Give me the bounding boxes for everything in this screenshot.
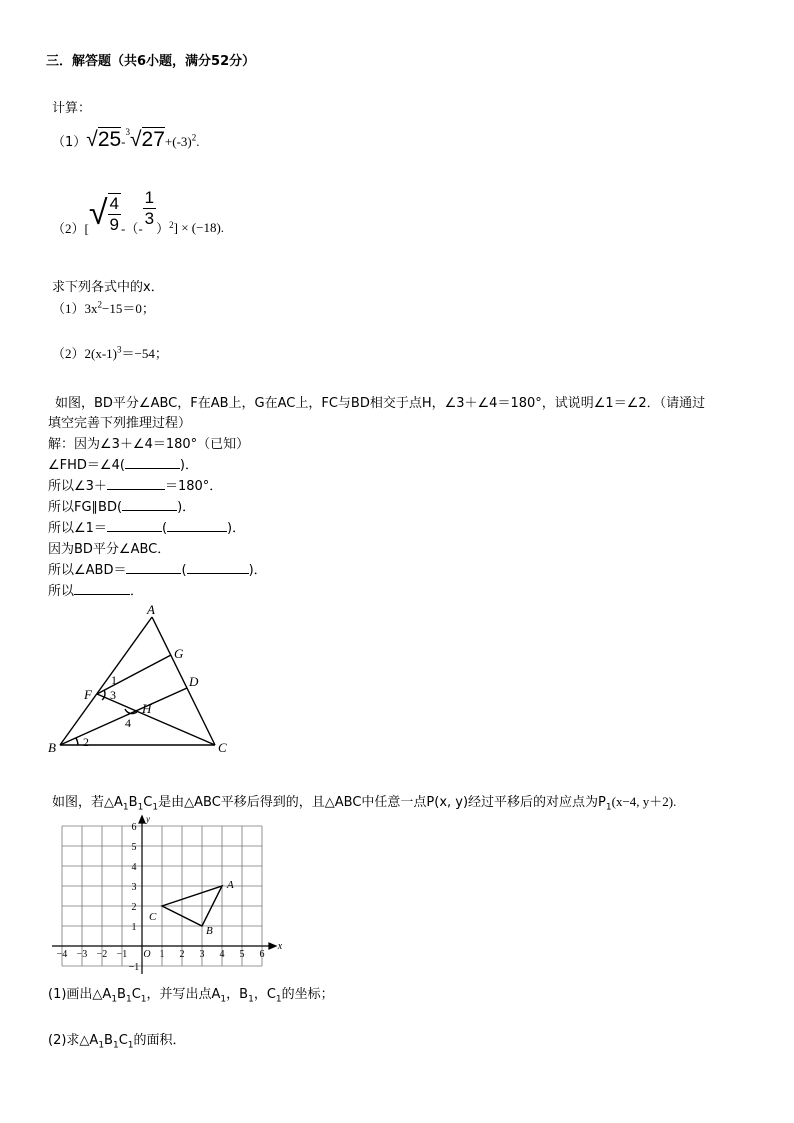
q4-line1-d: 是由△ABC平移后得到的，且△ABC中任意一点P(x, y)经过平移后的对应点为P xyxy=(158,795,606,810)
q3-line9-a: 所以∠ABD＝ xyxy=(48,563,127,578)
cbrt-symbol-icon: √ xyxy=(130,128,142,151)
y-tick-label: −1 xyxy=(128,962,140,973)
q4-sub: 1 xyxy=(122,802,129,813)
q2-part1 xyxy=(52,298,155,317)
label-angle-1: 1 xyxy=(111,673,117,687)
q3-line9-c: )． xyxy=(248,563,267,578)
q3-line6-b: )． xyxy=(177,500,196,515)
y-tick-label: 1 xyxy=(131,922,137,933)
q1-part2 xyxy=(52,190,224,250)
q1-part1-tail-exp: 2 xyxy=(191,132,197,143)
x-axis-arrow-icon xyxy=(269,943,276,949)
label-angle-3: 3 xyxy=(110,688,116,702)
q4-sub: 1 xyxy=(112,1040,119,1051)
x-tick-label: 2 xyxy=(179,949,185,960)
q3-triangle-figure xyxy=(40,600,240,760)
q3-line4-a: ∠FHD＝∠4( xyxy=(48,458,125,473)
q3-line6-a: 所以FG∥BD( xyxy=(48,500,123,515)
x-tick-label: 3 xyxy=(199,949,205,960)
q1-sqrt-arg: 25 xyxy=(97,128,122,151)
q4-line1-c: C xyxy=(143,795,153,810)
label-angle-2: 2 xyxy=(83,735,89,749)
y-axis-arrow-icon xyxy=(139,816,145,823)
x-tick-label: −1 xyxy=(116,949,128,960)
q3-line10 xyxy=(48,580,143,599)
q4-part2-a: (2)求△A xyxy=(48,1033,99,1048)
q1-part2-end: ] × (−18). xyxy=(173,219,225,235)
q2-part2-exp: 3 xyxy=(117,344,122,355)
q1-cbrt-index: 3 xyxy=(125,126,131,137)
label-G: G xyxy=(174,646,184,661)
answer-blank[interactable] xyxy=(122,498,177,511)
q4-part1-e: ，B xyxy=(226,987,249,1002)
q4-sub: 1 xyxy=(152,802,159,813)
sqrt-symbol-icon: √ xyxy=(88,194,108,232)
q1-frac1 xyxy=(108,193,121,235)
section-header: 三．解答题（共6小题，满分52分） xyxy=(46,54,256,69)
tick-labels xyxy=(57,814,283,973)
answer-blank[interactable] xyxy=(107,477,165,490)
q4-part2-b: B xyxy=(104,1033,113,1048)
q2-part1-b: −15＝0； xyxy=(102,301,155,316)
label-F: F xyxy=(84,687,92,702)
q3-line7-b: ( xyxy=(161,521,168,536)
q2-part1-exp: 2 xyxy=(97,299,103,310)
q1-intro: 计算： xyxy=(52,101,92,116)
q4-sub: 1 xyxy=(98,1040,105,1051)
q1-part2-tail-exp: 2 xyxy=(169,219,174,230)
q2-part2 xyxy=(52,343,168,362)
grid-lines xyxy=(62,826,262,966)
q3-line3: 解：因为∠3＋∠4＝180°（已知） xyxy=(48,437,250,452)
q4-sub: 1 xyxy=(248,994,254,1005)
label-D: D xyxy=(189,674,199,689)
q3-line9 xyxy=(48,559,267,578)
q1-part1-end: . xyxy=(196,134,200,149)
q2-part2-b: ＝−54； xyxy=(121,346,168,361)
x-tick-label: 6 xyxy=(259,949,265,960)
x-tick-label: 4 xyxy=(219,949,225,960)
q1-frac1-num: 4 xyxy=(109,193,119,213)
answer-blank[interactable] xyxy=(74,582,130,595)
q4-line1-e: (x−4, y＋2). xyxy=(611,794,677,809)
q3-line5-a: 所以∠3＋ xyxy=(48,479,107,494)
q1-part1-label: （1） xyxy=(52,135,87,150)
q1-part2-tail: ） xyxy=(156,221,170,236)
point-B-label: B xyxy=(206,925,213,937)
label-A: A xyxy=(147,602,155,617)
q1-cbrt-arg: 27 xyxy=(141,128,165,151)
y-tick-label: 5 xyxy=(131,842,137,853)
label-B: B xyxy=(48,740,56,755)
q4-part1 xyxy=(48,983,334,1005)
q1-minus: - xyxy=(121,134,126,149)
line-AC xyxy=(152,617,215,745)
q3-line5 xyxy=(48,475,222,494)
q4-sub: 1 xyxy=(605,802,612,813)
q4-sub: 1 xyxy=(140,994,147,1005)
q3-line7 xyxy=(48,517,245,536)
q3-line7-c: )． xyxy=(227,521,246,536)
q4-line1-b: B xyxy=(128,795,138,810)
q3-line2: 填空完善下列推理过程） xyxy=(48,416,192,431)
q4-sub: 1 xyxy=(111,994,118,1005)
origin-label: O xyxy=(143,949,151,960)
q1-frac1-den: 9 xyxy=(109,214,119,234)
q4-sub: 1 xyxy=(125,994,132,1005)
line-FG xyxy=(97,655,171,694)
point-C-label: C xyxy=(149,911,157,923)
q3-line7-a: 所以∠1＝ xyxy=(48,521,107,536)
q4-part2-d: 的面积． xyxy=(133,1033,186,1048)
q4-line1-a: 如图，若△A xyxy=(52,795,123,810)
q3-line8: 因为BD平分∠ABC． xyxy=(48,542,171,557)
q4-part1-a: (1)画出△A xyxy=(48,987,112,1002)
q3-line6 xyxy=(48,496,195,515)
label-C: C xyxy=(218,740,227,755)
answer-blank[interactable] xyxy=(126,561,181,574)
q1-part2-mid: -（- xyxy=(120,221,143,236)
q1-part1 xyxy=(52,128,199,158)
y-tick-label: 4 xyxy=(131,862,137,873)
q2-part1-a: （1）3x xyxy=(52,301,98,316)
line-BD xyxy=(60,688,187,745)
q1-frac2-num: 1 xyxy=(144,188,155,207)
sqrt-symbol-icon: √ xyxy=(86,128,98,151)
q4-part1-c: C xyxy=(131,987,141,1002)
q1-part1-tail: +(-3) xyxy=(164,134,192,149)
q3-line4 xyxy=(48,454,198,473)
q3-line10-b: ． xyxy=(130,584,144,599)
y-tick-label: 2 xyxy=(131,902,137,913)
q4-part1-g: 的坐标； xyxy=(281,987,334,1002)
x-tick-label: −4 xyxy=(56,949,68,960)
q2-part2-a: （2）2(x-1) xyxy=(52,346,117,361)
q3-line10-a: 所以 xyxy=(48,584,75,599)
y-tick-label: 3 xyxy=(131,882,137,893)
q2-intro: 求下列各式中的x． xyxy=(52,280,164,295)
q4-part2-c: C xyxy=(118,1033,128,1048)
point-A-label: A xyxy=(227,879,234,891)
q4-sub: 1 xyxy=(275,994,282,1005)
q3-line1: 如图，BD平分∠ABC，F在AB上，G在AC上，FC与BD相交于点H，∠3＋∠4＝180°，试说明∠1＝∠2．（请通过 xyxy=(55,396,706,411)
x-tick-label: 1 xyxy=(159,949,165,960)
q3-line4-b: )． xyxy=(179,458,198,473)
q4-part1-d: ，并写出点A xyxy=(146,987,221,1002)
answer-blank[interactable] xyxy=(187,561,249,574)
answer-blank[interactable] xyxy=(125,456,180,469)
angle-arc-2 xyxy=(76,738,78,745)
line-AB xyxy=(60,617,152,745)
q4-part1-f: ，C xyxy=(253,987,276,1002)
q4-sub: 1 xyxy=(137,802,144,813)
q1-frac2-den: 3 xyxy=(144,209,155,228)
q1-part2-label: （2）[ xyxy=(52,221,89,236)
answer-blank[interactable] xyxy=(167,519,227,532)
q1-frac2 xyxy=(143,188,156,229)
y-axis-label: y xyxy=(146,814,150,824)
label-angle-4: 4 xyxy=(125,716,131,730)
x-tick-label: −2 xyxy=(96,949,108,960)
q4-part1-b: B xyxy=(117,987,126,1002)
x-tick-label: 5 xyxy=(239,949,245,960)
q4-sub: 1 xyxy=(220,994,227,1005)
label-H: H xyxy=(142,701,152,716)
answer-blank[interactable] xyxy=(107,519,162,532)
x-axis-label: x xyxy=(277,941,283,952)
y-tick-label: 6 xyxy=(131,822,137,833)
q3-line9-b: ( xyxy=(181,563,187,578)
x-tick-label: −3 xyxy=(76,949,88,960)
q4-coordinate-grid xyxy=(45,810,295,980)
q3-line5-b: ＝180°． xyxy=(164,479,223,494)
q4-sub: 1 xyxy=(127,1040,134,1051)
q4-part2 xyxy=(48,1029,186,1051)
